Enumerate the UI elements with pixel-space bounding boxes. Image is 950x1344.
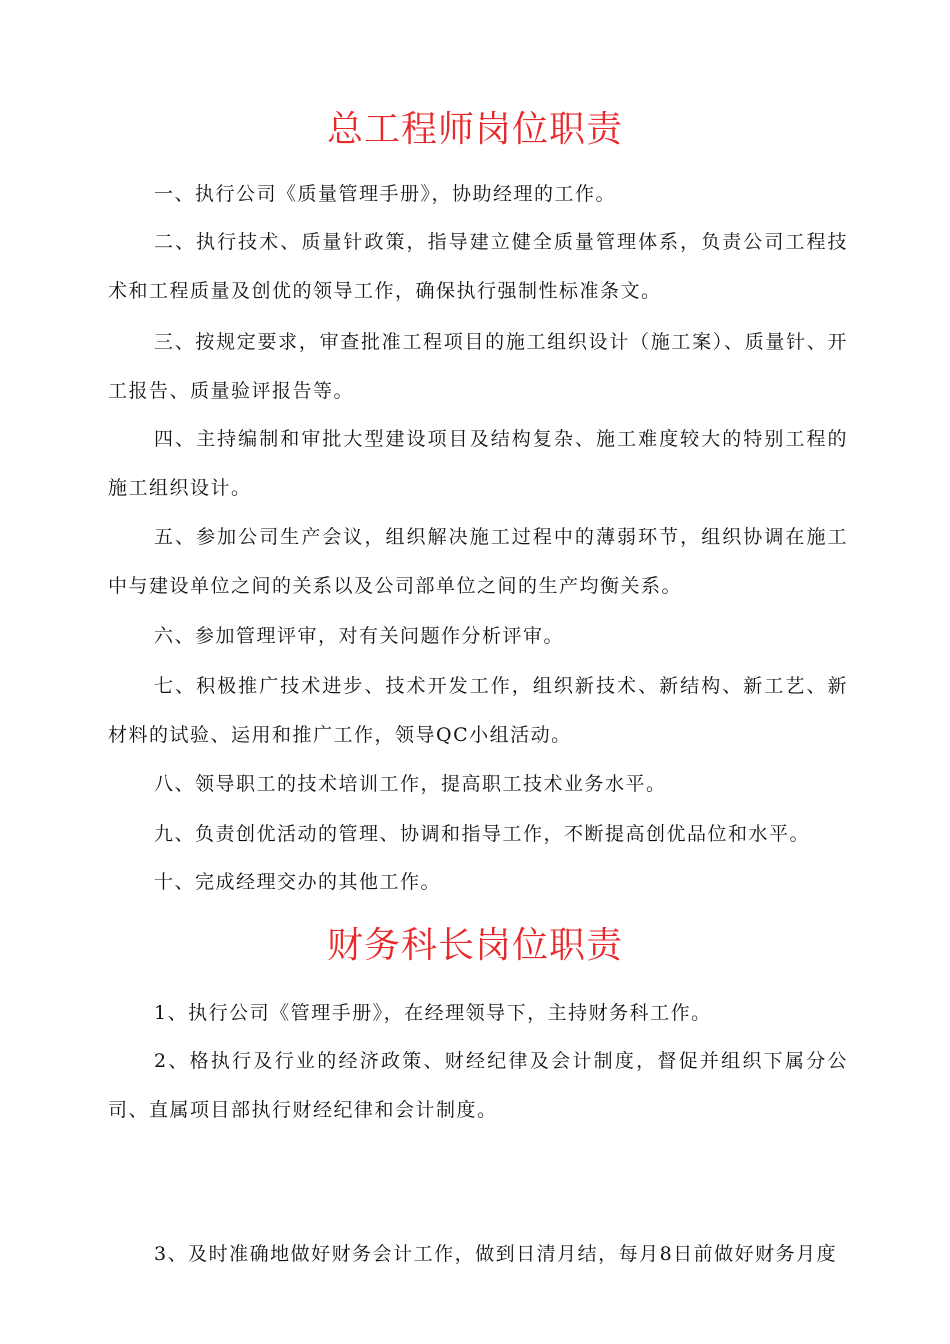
duty-paragraph: 3、及时准确地做好财务会计工作，做到日清月结，每月8日前做好财务月度	[154, 1243, 838, 1265]
duty-paragraph: 2、格执行及行业的经济政策、财经纪律及会计制度，督促并组织下属分公司、直属项目部执行财经纪律和会计制度。	[108, 1050, 848, 1121]
duty-paragraph: 八、领导职工的技术培训工作，提高职工技术业务水平。	[154, 773, 667, 795]
duty-paragraph: 六、参加管理评审，对有关问题作分析评审。	[154, 625, 565, 647]
duty-paragraph: 一、执行公司《质量管理手册》，协助经理的工作。	[154, 183, 617, 205]
duty-paragraph: 七、积极推广技术进步、技术开发工作，组织新技术、新结构、新工艺、新材料的试验、运用和推广工作，领导QC小组活动。	[108, 675, 848, 746]
section-title-finance-chief: 财务科长岗位职责	[326, 925, 623, 966]
duty-paragraph: 十、完成经理交办的其他工作。	[154, 871, 442, 893]
duty-paragraph: 1、执行公司《管理手册》，在经理领导下，主持财务科工作。	[154, 1002, 712, 1024]
duty-paragraph: 五、参加公司生产会议，组织解决施工过程中的薄弱环节，组织协调在施工中与建设单位之间的关系以及公司部单位之间的生产均衡关系。	[108, 526, 848, 597]
duty-paragraph: 四、主持编制和审批大型建设项目及结构复杂、施工难度较大的特别工程的施工组织设计。	[108, 428, 848, 499]
section-title-chief-engineer: 总工程师岗位职责	[326, 109, 623, 150]
duty-paragraph: 三、按规定要求，审查批准工程项目的施工组织设计（施工案）、质量针、开工报告、质量验评报告等。	[108, 331, 848, 402]
duty-paragraph: 九、负责创优活动的管理、协调和指导工作，不断提高创优品位和水平。	[154, 823, 811, 845]
duty-paragraph: 二、执行技术、质量针政策，指导建立健全质量管理体系，负责公司工程技术和工程质量及创优的领导工作，确保执行强制性标准条文。	[108, 231, 848, 302]
